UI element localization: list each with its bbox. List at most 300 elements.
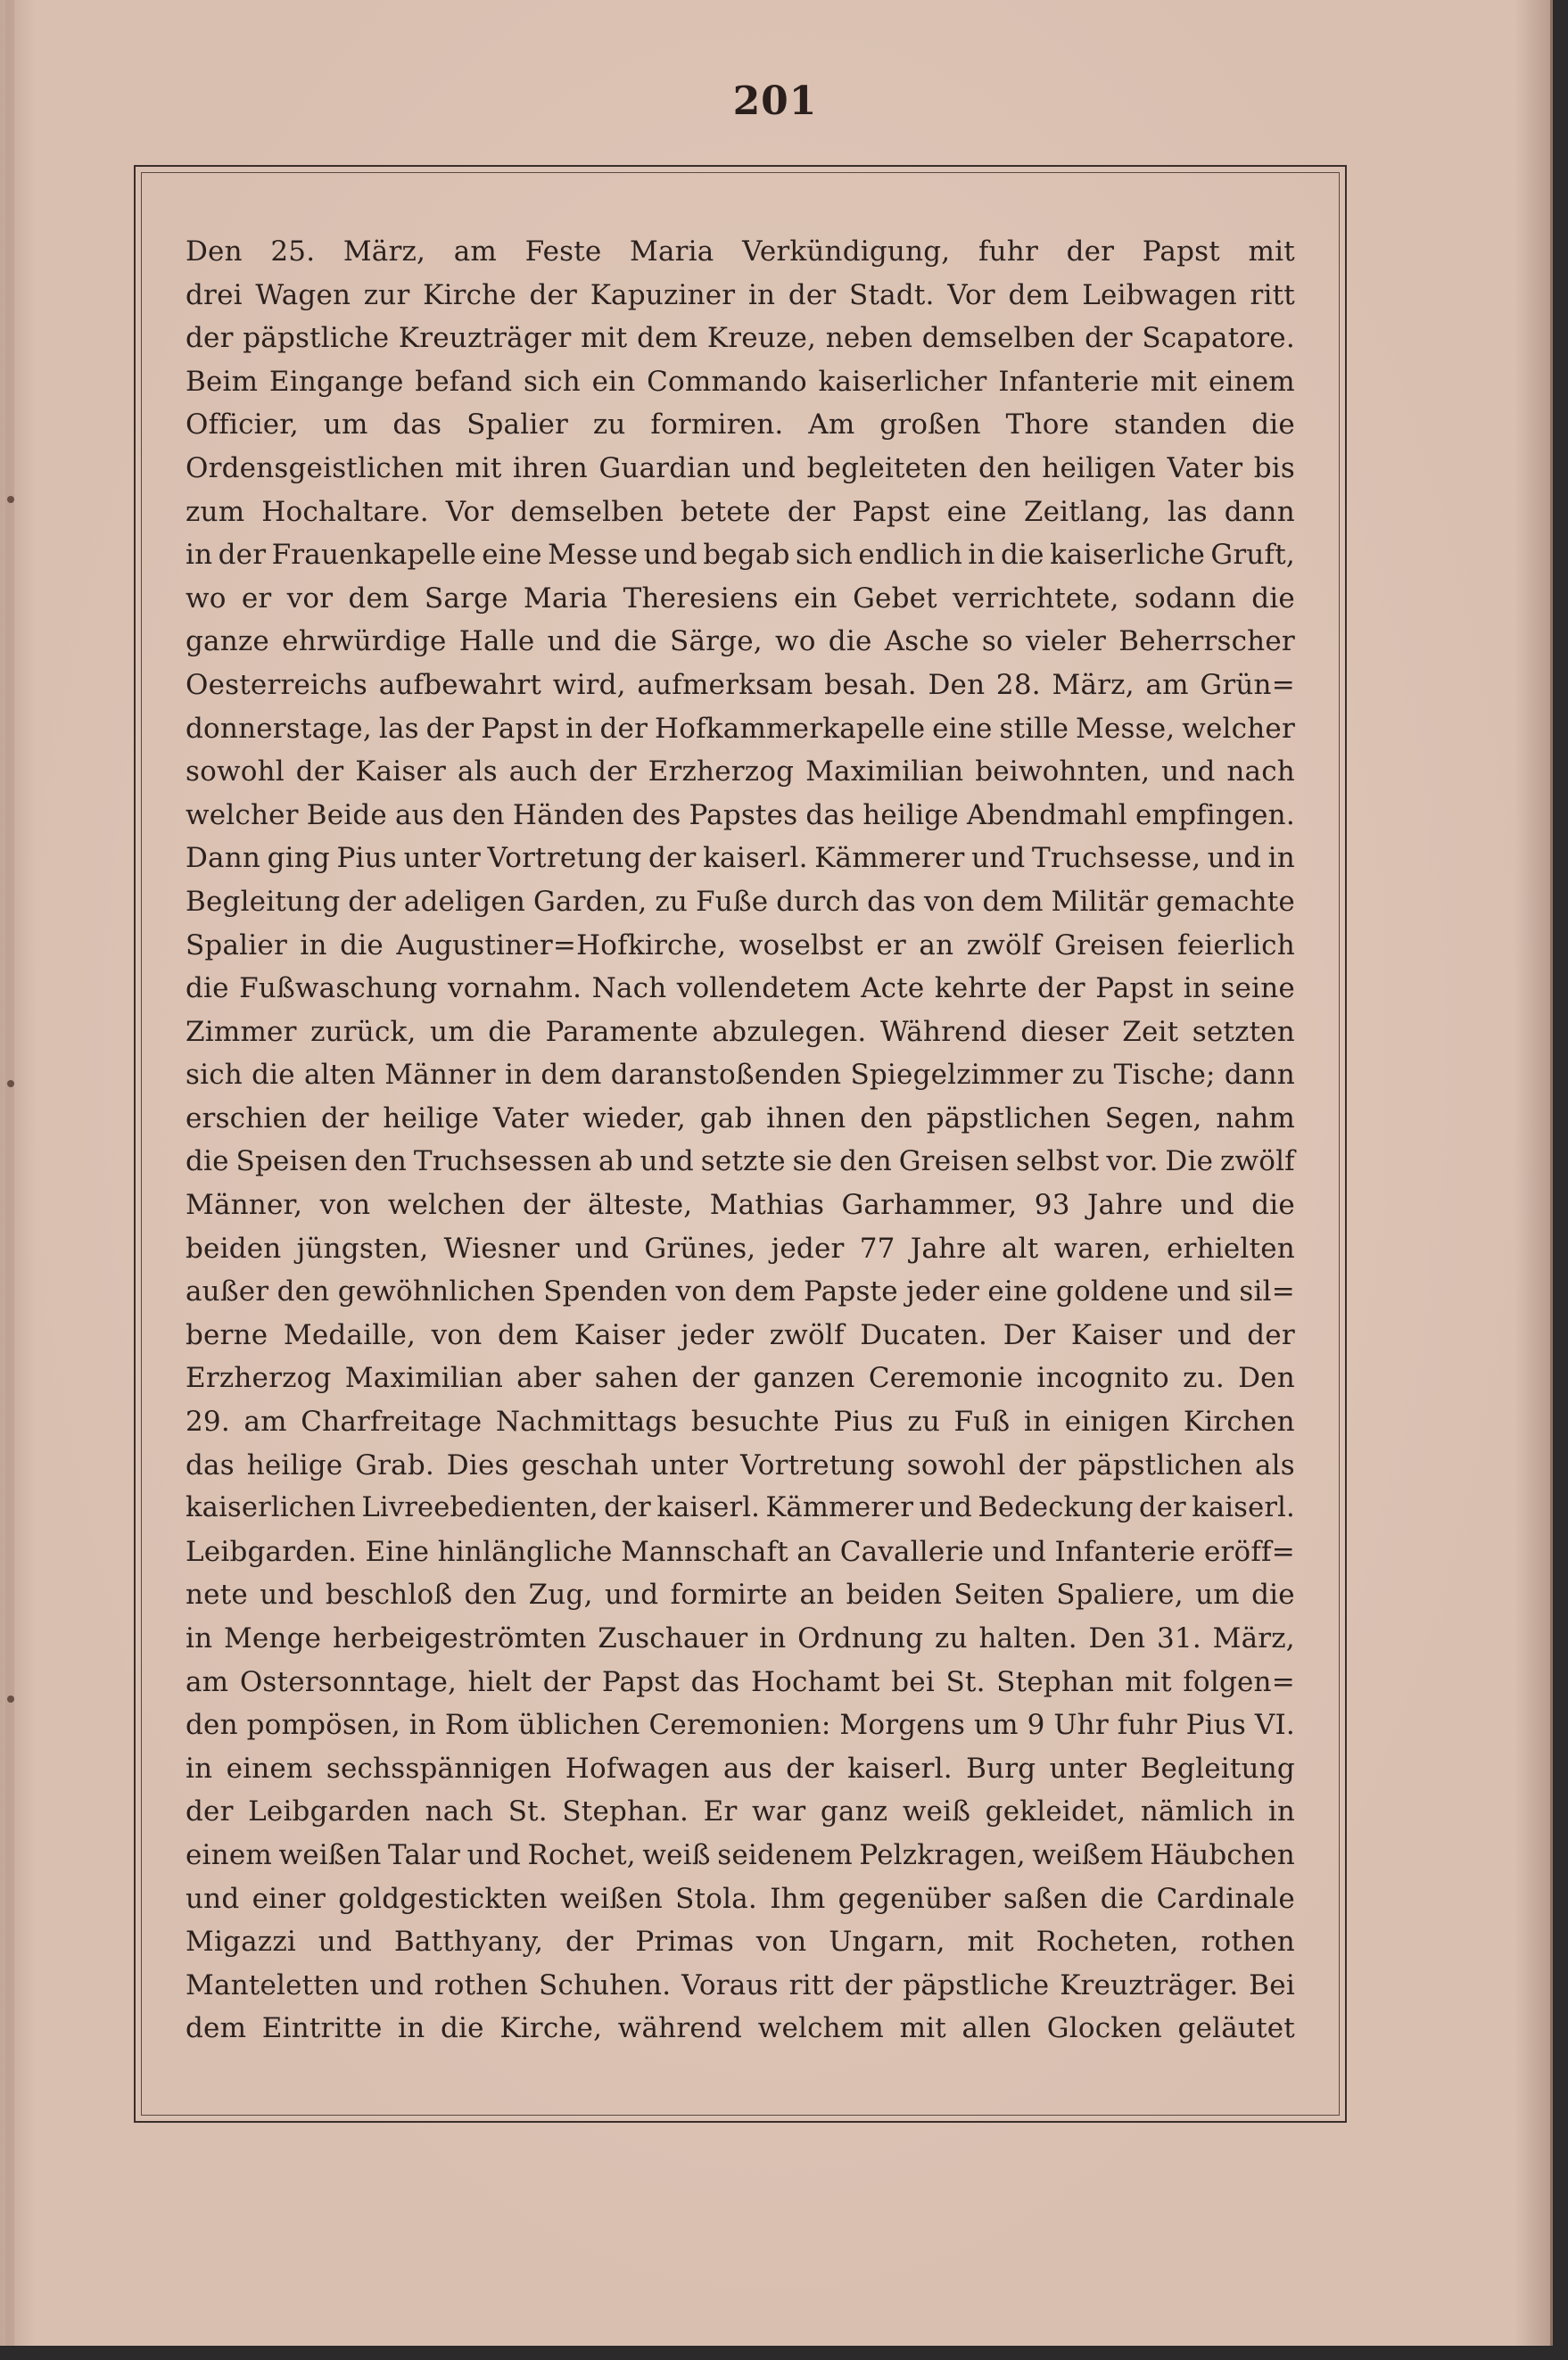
text-word: mit	[1248, 235, 1295, 268]
text-word: einem	[1208, 365, 1295, 398]
text-word: Grab.	[355, 1448, 434, 1481]
text-word: zwölf	[769, 1318, 845, 1351]
text-word: die	[1001, 539, 1044, 572]
text-word: März,	[342, 235, 426, 268]
text-word: Halle	[458, 625, 535, 658]
text-word: weißen	[278, 1838, 382, 1871]
text-word: jeder	[681, 1318, 755, 1351]
text-word: März,	[1052, 668, 1135, 701]
text-word: Männer	[384, 1059, 496, 1092]
text-word: in	[759, 1622, 787, 1654]
text-word: der	[691, 1362, 740, 1395]
text-word: Acte	[861, 972, 925, 1005]
text-word: wird,	[552, 668, 626, 701]
text-word: eine	[482, 539, 542, 572]
text-word: heilige	[383, 1102, 480, 1135]
text-word: Nachmittags	[495, 1406, 678, 1439]
text-word: Grün=	[1200, 668, 1295, 701]
text-word: beiden	[846, 1579, 943, 1612]
text-word: der	[1139, 1492, 1186, 1524]
text-word: und	[186, 1882, 240, 1915]
text-word: Zeitlang,	[1023, 495, 1151, 528]
text-word: päpstlichen	[926, 1102, 1091, 1135]
text-word: Batthyany,	[393, 1926, 544, 1959]
text-word: mit	[1150, 365, 1198, 398]
text-word: befand	[415, 365, 513, 398]
text-word: Garhammer,	[841, 1189, 1018, 1222]
text-line	[186, 924, 1295, 968]
text-word: ihren	[512, 451, 588, 484]
text-word: der	[522, 1189, 571, 1222]
text-word: und	[992, 1535, 1046, 1568]
text-word: formirte	[670, 1579, 788, 1612]
text-line	[186, 1877, 1295, 1921]
text-word: beschloß	[325, 1579, 453, 1612]
text-word: Stephan	[996, 1665, 1114, 1698]
text-word: bis	[1253, 451, 1295, 484]
text-word: beiden	[186, 1232, 282, 1265]
text-word: Vortretung	[740, 1448, 895, 1481]
text-word: Maximilian	[344, 1362, 503, 1395]
text-word: Feste	[524, 235, 602, 268]
text-word: Grünes,	[644, 1232, 756, 1265]
text-word: ritt	[788, 1968, 835, 2001]
text-word: der	[1247, 1318, 1295, 1351]
text-word: 25.	[270, 235, 316, 268]
text-word: neben	[825, 322, 913, 355]
text-word: Voraus	[681, 1968, 779, 2001]
text-line	[186, 1400, 1295, 1444]
text-word: von	[755, 1926, 807, 1959]
text-word: die	[441, 2012, 484, 2045]
text-word: den	[354, 1145, 408, 1178]
text-line	[186, 967, 1295, 1011]
text-word: Augustiner=Hofkirche,	[396, 928, 727, 961]
text-word: kaiserl.	[847, 1752, 953, 1785]
text-word: einigen	[1064, 1406, 1170, 1439]
text-word: sechsspännigen	[326, 1752, 552, 1785]
text-word: unter	[403, 842, 482, 875]
text-word: mit	[581, 322, 628, 355]
text-word: zwölf	[966, 928, 1042, 961]
text-word: dem	[348, 582, 409, 615]
text-word: der	[1085, 322, 1133, 355]
text-word: Glocken	[1046, 2012, 1162, 2045]
text-word: Leibgarden.	[186, 1535, 358, 1568]
text-word: Den	[1088, 1622, 1146, 1654]
text-word: der	[1037, 972, 1085, 1005]
text-word: Asche	[884, 625, 970, 658]
text-word: Vater	[492, 1102, 569, 1135]
text-word: in	[565, 712, 593, 745]
text-word: den	[276, 1275, 330, 1308]
text-word: in	[300, 928, 327, 961]
text-line	[186, 1617, 1295, 1661]
text-word: Gruft,	[1210, 539, 1295, 572]
text-word: eine	[987, 1275, 1048, 1308]
text-word: Spalier	[466, 408, 569, 441]
text-word: dem	[541, 1059, 602, 1092]
text-word: Spalier	[186, 928, 287, 961]
text-word: Kaiser	[355, 755, 447, 788]
text-word: Fußwaschung	[239, 972, 438, 1005]
text-word: begab	[703, 539, 790, 572]
text-word: und	[1161, 755, 1216, 788]
text-word: vieler	[1025, 625, 1107, 658]
text-word: rothen	[1201, 1926, 1295, 1959]
text-word: eröff=	[1203, 1535, 1295, 1568]
text-word: erschien	[186, 1102, 308, 1135]
text-word: während	[617, 2012, 743, 2045]
text-word: Frauenkapelle	[271, 539, 476, 572]
text-word: Am	[808, 408, 855, 441]
text-word: eine	[932, 712, 993, 745]
text-word: aufbewahrt	[378, 668, 542, 701]
text-word: an	[796, 1535, 832, 1568]
text-word: unter	[650, 1448, 729, 1481]
text-word: Den	[186, 235, 243, 268]
text-word: in	[1267, 1795, 1295, 1828]
text-word: Sarge	[424, 582, 508, 615]
text-word: sich	[524, 365, 581, 398]
text-word: und	[1176, 1275, 1232, 1308]
text-word: las	[378, 712, 419, 745]
text-word: wo	[775, 625, 816, 658]
text-word: sowohl	[906, 1448, 1006, 1481]
text-word: sowohl	[186, 755, 285, 788]
text-word: goldgestickten	[338, 1882, 548, 1915]
binding-stitch	[7, 496, 14, 503]
text-word: Papst	[481, 712, 559, 745]
text-word: und	[1177, 1318, 1232, 1351]
text-word: gewöhnlichen	[337, 1275, 535, 1308]
text-word: mit	[967, 1926, 1014, 1959]
text-word: allen	[961, 2012, 1032, 2045]
text-word: pompösen,	[246, 1709, 400, 1742]
text-word: den	[860, 1102, 912, 1135]
text-line	[186, 880, 1295, 924]
text-line	[186, 1140, 1295, 1184]
text-word: der	[648, 842, 697, 875]
text-word: an	[919, 928, 954, 961]
text-word: dem	[637, 322, 698, 355]
text-word: unter	[1049, 1752, 1127, 1785]
text-word: der	[786, 1752, 834, 1785]
text-word: die	[828, 625, 872, 658]
text-word: Kaiser	[574, 1318, 665, 1351]
text-word: Cardinale	[1156, 1882, 1295, 1915]
text-word: die	[186, 1145, 229, 1178]
text-word: Schuhen.	[539, 1968, 672, 2001]
text-word: Händen	[512, 798, 624, 831]
text-word: 9	[1027, 1709, 1045, 1742]
text-word: heilige	[246, 1448, 343, 1481]
text-word: um	[973, 1709, 1019, 1742]
text-word: halten.	[978, 1622, 1077, 1654]
text-word: Ordensgeistlichen	[186, 451, 444, 484]
text-word: rothen	[433, 1968, 529, 2001]
text-word: in	[186, 539, 213, 572]
text-word: Begleitung	[186, 885, 341, 918]
text-word: der	[604, 1492, 651, 1524]
text-word: Speisen	[235, 1145, 348, 1178]
text-word: gemachte	[1156, 885, 1295, 918]
text-word: alt	[1002, 1232, 1039, 1265]
text-word: am	[453, 235, 497, 268]
text-word: die	[488, 1015, 532, 1048]
text-word: Kreuze,	[706, 322, 817, 355]
text-word: Dann	[186, 842, 261, 875]
text-word: 29.	[186, 1406, 230, 1439]
text-word: und	[466, 1838, 521, 1871]
text-word: in	[504, 1059, 532, 1092]
text-word: Stadt.	[849, 278, 935, 311]
text-word: Segen,	[1104, 1102, 1202, 1135]
text-line	[186, 1661, 1295, 1704]
text-word: Zeit	[1122, 1015, 1179, 1048]
text-word: ab	[598, 1145, 633, 1178]
text-word: Spenden	[543, 1275, 668, 1308]
text-word: kaiserlichen	[186, 1492, 357, 1524]
text-word: zu	[907, 1406, 941, 1439]
text-word: Erzherzog	[648, 755, 795, 788]
text-word: und	[604, 1579, 659, 1612]
text-word: der	[1066, 235, 1115, 268]
text-word: herbeigeströmten	[332, 1622, 587, 1654]
text-word: Leibgarden	[248, 1795, 411, 1828]
text-word: donnerstage,	[186, 712, 372, 745]
text-word: Der	[1003, 1318, 1056, 1351]
text-word: Ordnung	[797, 1622, 924, 1654]
text-word: Pelzkragen,	[859, 1838, 1026, 1871]
text-word: erhielten	[1167, 1232, 1295, 1265]
text-word: Kämmerer	[765, 1492, 914, 1524]
text-word: saßen	[1003, 1882, 1088, 1915]
text-word: Livreebedienten,	[361, 1492, 598, 1524]
text-word: hinlängliche	[437, 1535, 613, 1568]
text-line	[186, 1357, 1295, 1400]
text-word: Maria	[523, 582, 608, 615]
text-word: stille	[999, 712, 1069, 745]
text-word: Kreuzträger	[398, 322, 572, 355]
text-word: sahen	[594, 1362, 679, 1395]
text-word: Leibwagen	[1082, 278, 1237, 311]
text-word: nahm	[1216, 1102, 1295, 1135]
text-word: auch	[508, 755, 578, 788]
text-word: Erzherzog	[186, 1362, 332, 1395]
text-word: Wiesner	[443, 1232, 560, 1265]
text-word: Ceremonie	[868, 1362, 1024, 1395]
text-word: Zimmer	[186, 1015, 297, 1048]
text-word: um	[430, 1015, 475, 1048]
text-line	[186, 1011, 1295, 1054]
text-word: ganze	[186, 625, 269, 658]
text-word: welchem	[757, 2012, 884, 2045]
text-word: den	[978, 451, 1031, 484]
text-word: Manteletten	[186, 1968, 359, 2001]
text-word: kaiserliche	[1050, 539, 1206, 572]
text-word: ging	[267, 842, 330, 875]
text-word: in	[1023, 1406, 1052, 1439]
text-word: Ungarn,	[829, 1926, 945, 1959]
text-word: kaiserl.	[1192, 1492, 1295, 1524]
text-word: gab	[699, 1102, 753, 1135]
text-word: gekleidet,	[985, 1795, 1126, 1828]
text-word: des	[631, 798, 681, 831]
text-word: päpstlichen	[1077, 1448, 1243, 1481]
text-word: nach	[425, 1795, 494, 1828]
text-line	[186, 1227, 1295, 1271]
text-word: jeder	[771, 1232, 845, 1265]
text-word: alten	[303, 1059, 376, 1092]
text-word: Theresiens	[623, 582, 779, 615]
text-word: Hofwagen	[565, 1752, 710, 1785]
text-word: war	[751, 1795, 806, 1828]
text-word: Guardian	[598, 451, 731, 484]
text-word: als	[1254, 1448, 1295, 1481]
text-word: der	[542, 1665, 591, 1698]
text-word: kaiserlicher	[818, 365, 987, 398]
text-word: nach	[1226, 755, 1295, 788]
text-word: Während	[879, 1015, 1007, 1048]
text-word: sil=	[1239, 1275, 1295, 1308]
text-word: Er	[703, 1795, 738, 1828]
text-word: ehrwürdige	[282, 625, 447, 658]
text-word: und	[547, 625, 601, 658]
text-word: außer	[186, 1275, 269, 1308]
text-word: und	[318, 1926, 373, 1959]
text-word: St.	[508, 1795, 548, 1828]
text-word: Kirche,	[499, 2012, 603, 2045]
text-word: demselben	[510, 495, 664, 528]
text-word: von	[675, 1275, 727, 1308]
text-word: ganzen	[753, 1362, 855, 1395]
text-word: zur	[363, 278, 410, 311]
text-word: sich	[796, 539, 853, 572]
text-word: Paramente	[545, 1015, 699, 1048]
text-word: selbst	[1015, 1145, 1100, 1178]
text-line	[186, 1790, 1295, 1834]
text-word: die	[1251, 582, 1295, 615]
text-word: Bei	[1249, 1968, 1295, 2001]
text-word: Cavallerie	[839, 1535, 985, 1568]
text-word: Häubchen	[1150, 1838, 1295, 1871]
text-word: einem	[226, 1752, 313, 1785]
text-word: die	[340, 928, 384, 961]
text-word: das	[392, 408, 442, 441]
text-word: betete	[680, 495, 771, 528]
text-word: daranstoßenden	[610, 1059, 842, 1092]
text-word: die	[186, 972, 229, 1005]
text-word: Thore	[1005, 408, 1090, 441]
text-word: der	[1018, 1448, 1067, 1481]
text-word: der	[425, 712, 475, 745]
text-word: folgen=	[1183, 1665, 1295, 1698]
text-word: Ducaten.	[860, 1318, 988, 1351]
text-word: dann	[1224, 1059, 1295, 1092]
text-word: besuchte	[691, 1406, 820, 1439]
text-word: und	[741, 451, 796, 484]
text-word: geschah	[521, 1448, 639, 1481]
text-word: begleiteten	[806, 451, 968, 484]
text-word: Militär	[1051, 885, 1149, 918]
text-word: großen	[879, 408, 981, 441]
text-word: Officier,	[186, 408, 299, 441]
text-word: Vater	[1167, 451, 1243, 484]
text-word: ihnen	[766, 1102, 846, 1135]
text-word: Dies	[446, 1448, 509, 1481]
text-word: und	[971, 842, 1026, 875]
text-line	[186, 1053, 1295, 1097]
page-number: 201	[732, 78, 818, 124]
text-word: in	[1267, 842, 1295, 875]
text-word: Rocheten,	[1036, 1926, 1179, 1959]
text-word: weiß	[902, 1795, 971, 1828]
text-word: jeder	[906, 1275, 980, 1308]
text-word: durch	[776, 885, 860, 918]
text-word: Kämmerer	[814, 842, 965, 875]
text-word: dem	[186, 2012, 247, 2045]
text-word: dem	[497, 1318, 559, 1351]
text-word: nete	[186, 1579, 248, 1612]
text-word: Begleitung	[1140, 1752, 1295, 1785]
text-word: St.	[945, 1665, 986, 1698]
text-word: bei	[891, 1665, 935, 1698]
text-word: Papste	[804, 1275, 898, 1308]
text-word: wo	[186, 582, 227, 615]
text-word: berne	[186, 1318, 268, 1351]
text-word: der	[186, 322, 234, 355]
text-word: Primas	[635, 1926, 734, 1959]
text-word: nämlich	[1140, 1795, 1254, 1828]
text-word: vor	[286, 582, 334, 615]
text-word: der	[218, 539, 267, 572]
text-word: Nach	[591, 972, 667, 1005]
text-word: Stola.	[675, 1882, 757, 1915]
text-word: vollendetem	[676, 972, 851, 1005]
text-line	[186, 533, 1295, 577]
text-word: Kirchen	[1183, 1406, 1295, 1439]
text-word: und	[643, 539, 697, 572]
text-word: formiren.	[650, 408, 784, 441]
text-word: die	[1251, 1579, 1295, 1612]
text-word: Die	[1165, 1145, 1214, 1178]
text-line	[186, 1487, 1295, 1531]
text-word: heilige	[862, 798, 959, 831]
text-word: Maximilian	[805, 755, 964, 788]
text-line	[186, 1920, 1295, 1964]
text-word: Gebet	[853, 582, 937, 615]
text-word: seidenem	[717, 1838, 853, 1871]
text-word: sich	[186, 1059, 243, 1092]
text-line	[186, 1573, 1295, 1617]
text-word: Infanterie	[1054, 1535, 1196, 1568]
text-word: kaiserl.	[703, 842, 808, 875]
text-word: Infanterie	[998, 365, 1140, 398]
text-word: zurück,	[310, 1015, 417, 1048]
text-word: Rom	[444, 1709, 509, 1742]
text-word: woselbst	[739, 928, 863, 961]
text-word: weiß	[642, 1838, 711, 1871]
text-word: welcher	[1182, 712, 1295, 745]
text-word: endlich	[858, 539, 963, 572]
text-word: Papst	[601, 1665, 681, 1698]
text-word: in	[409, 1709, 437, 1742]
text-word: Ostersonntage,	[239, 1665, 458, 1698]
text-word: Commando	[647, 365, 807, 398]
text-word: so	[981, 625, 1013, 658]
text-word: mit	[1125, 1665, 1172, 1698]
